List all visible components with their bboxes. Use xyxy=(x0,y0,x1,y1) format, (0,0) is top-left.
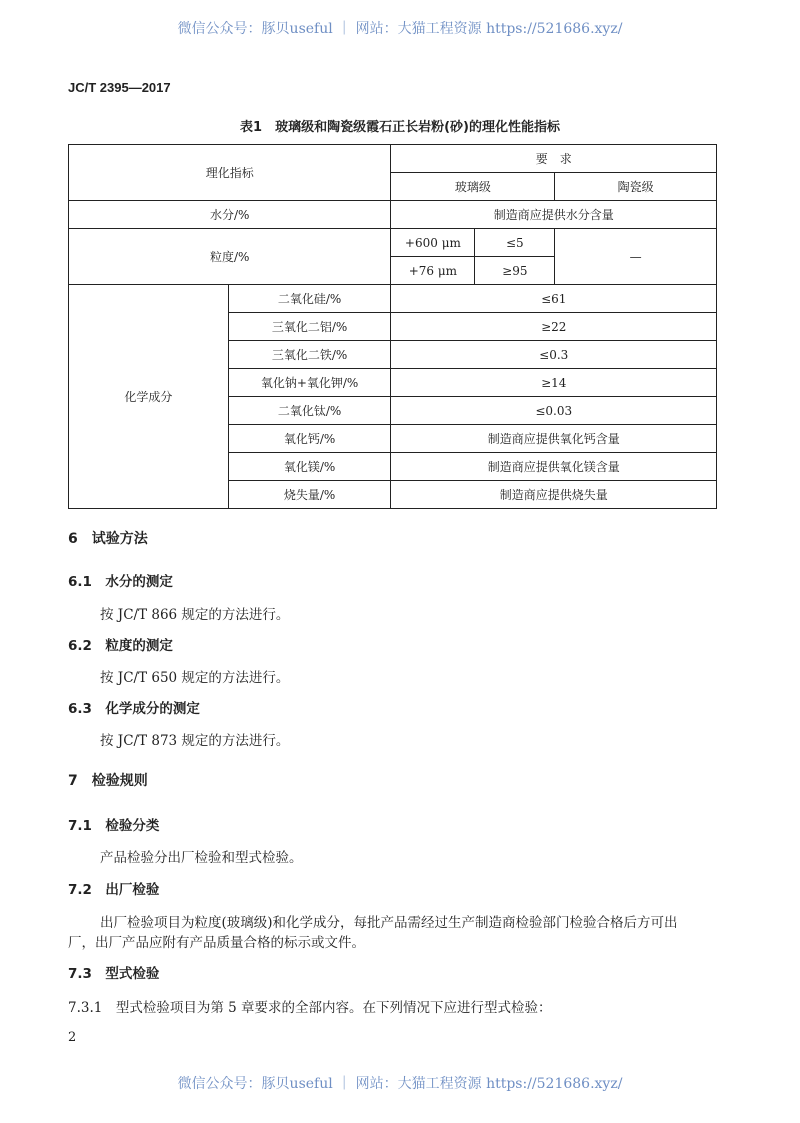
chem-name: 三氧化二铁/% xyxy=(228,341,391,369)
chem-value: ≥22 xyxy=(391,313,717,341)
paragraph: 产品检验分出厂检验和型式检验。 xyxy=(100,850,303,866)
properties-table xyxy=(68,144,717,509)
subsection-heading: 6.2 粒度的测定 xyxy=(68,638,173,654)
particle-ceramic: — xyxy=(555,229,717,285)
section-heading: 6 试验方法 xyxy=(68,531,148,547)
chem-value: ≤61 xyxy=(391,285,717,313)
section-heading: 7 检验规则 xyxy=(68,773,148,789)
chem-value: ≤0.03 xyxy=(391,397,717,425)
table-title: 表1 玻璃级和陶瓷级霞石正长岩粉(砂)的理化性能指标 xyxy=(240,120,560,135)
watermark-top: 微信公众号：豚贝useful ｜ 网站：大猫工程资源 https://521686.xyz/ xyxy=(177,21,623,37)
particle-size: +76 μm xyxy=(391,257,475,285)
chemical-label: 化学成分 xyxy=(69,285,229,509)
paragraph: 厂，出厂产品应附有产品质量合格的标示或文件。 xyxy=(68,935,365,951)
subsection-heading: 7.3 型式检验 xyxy=(68,966,160,982)
header-glass: 玻璃级 xyxy=(391,173,555,201)
paragraph: 出厂检验项目为粒度(玻璃级)和化学成分，每批产品需经过生产制造商检验部门检验合格后方可出 xyxy=(100,915,678,931)
paragraph: 按 JC/T 873 规定的方法进行。 xyxy=(100,733,290,749)
chem-name: 二氧化硅/% xyxy=(228,285,391,313)
header-ceramic: 陶瓷级 xyxy=(555,173,717,201)
chem-name: 氧化钠+氧化钾/% xyxy=(228,369,391,397)
chem-value: ≤0.3 xyxy=(391,341,717,369)
paragraph: 按 JC/T 650 规定的方法进行。 xyxy=(100,670,290,686)
particle-label: 粒度/% xyxy=(69,229,391,285)
chem-value: 制造商应提供氧化镁含量 xyxy=(391,453,717,481)
particle-value: ≤5 xyxy=(475,229,555,257)
moisture-value: 制造商应提供水分含量 xyxy=(391,201,717,229)
page-number: 2 xyxy=(68,1030,77,1045)
chem-name: 氧化镁/% xyxy=(228,453,391,481)
header-indicator: 理化指标 xyxy=(69,145,391,201)
particle-size: +600 μm xyxy=(391,229,475,257)
chem-value: ≥14 xyxy=(391,369,717,397)
chem-name: 三氧化二铝/% xyxy=(228,313,391,341)
chem-value: 制造商应提供烧失量 xyxy=(391,481,717,509)
watermark-bottom: 微信公众号：豚贝useful ｜ 网站：大猫工程资源 https://521686.xyz/ xyxy=(177,1076,623,1092)
moisture-label: 水分/% xyxy=(69,201,391,229)
subsection-heading: 7.1 检验分类 xyxy=(68,818,160,834)
standard-code: JC/T 2395—2017 xyxy=(68,80,171,95)
header-requirement: 要 求 xyxy=(391,145,717,173)
subsection-heading: 6.3 化学成分的测定 xyxy=(68,701,200,717)
chem-name: 烧失量/% xyxy=(228,481,391,509)
subsection-heading: 7.2 出厂检验 xyxy=(68,882,160,898)
chem-name: 氧化钙/% xyxy=(228,425,391,453)
paragraph: 按 JC/T 866 规定的方法进行。 xyxy=(100,607,290,623)
paragraph: 7.3.1 型式检验项目为第 5 章要求的全部内容。在下列情况下应进行型式检验： xyxy=(68,1000,552,1016)
chem-value: 制造商应提供氧化钙含量 xyxy=(391,425,717,453)
chem-name: 二氧化钛/% xyxy=(228,397,391,425)
particle-value: ≥95 xyxy=(475,257,555,285)
subsection-heading: 6.1 水分的测定 xyxy=(68,574,173,590)
